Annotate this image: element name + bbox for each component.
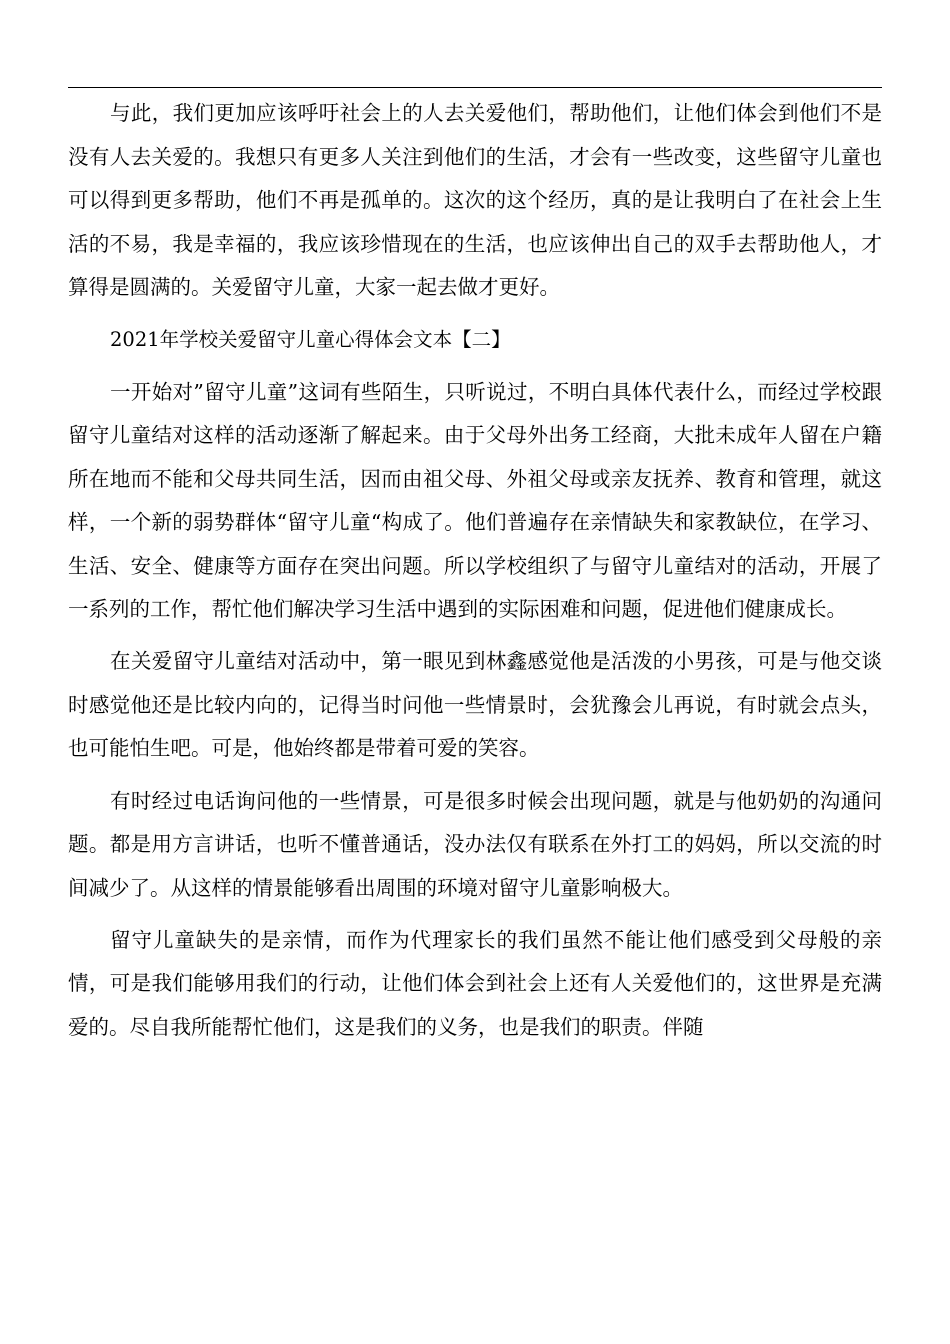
document-body: [68, 92, 882, 1058]
paragraph-3: 在关爱留守儿童结对活动中，第一眼见到林鑫感觉他是活泼的小男孩，可是与他交谈时感觉他还是比较内向的，记得当时问他一些情景时，会犹豫会儿再说，有时就会点头，也可能怕生吧。可是，他始终都是带着可爱的笑容。: [68, 649, 882, 761]
header-rule: [68, 87, 882, 88]
paragraph-1: 与此，我们更加应该呼吁社会上的人去关爱他们，帮助他们，让他们体会到他们不是没有人去关爱的。我想只有更多人关注到他们的生活，才会有一些改变，这些留守儿童也可以得到更多帮助，他们不再是孤单的。这次的这个经历，真的是让我明白了在社会上生活的不易，我是幸福的，我应该珍惜现在的生活，也应该伸出自己的双手去帮助他人，才算得是圆满的。关爱留守儿童，大家一起去做才更好。: [68, 101, 882, 299]
paragraph-4: 有时经过电话询问他的一些情景，可是很多时候会出现问题，就是与他奶奶的沟通问题。都是用方言讲话，也听不懂普通话，没办法仅有联系在外打工的妈妈，所以交流的时间减少了。从这样的情景能够看出周围的环境对留守儿童影响极大。: [68, 788, 882, 900]
section-title: 2021年学校关爱留守儿童心得体会文本【二】: [110, 328, 511, 352]
paragraph-2: 一开始对”留守儿童”这词有些陌生，只听说过，不明白具体代表什么，而经过学校跟留守儿童结对这样的活动逐渐了解起来。由于父母外出务工经商，大批未成年人留在户籍所在地而不能和父母共同生活，因而由祖父母、外祖父母或亲友抚养、教育和管理，就这样，一个新的弱势群体“留守儿童“构成了。他们普遍存在亲情缺失和家教缺位，在学习、生活、安全、健康等方面存在突出问题。所以学校组织了与留守儿童结对的活动，开展了一系列的工作，帮忙他们解决学习生活中遇到的实际困难和问题，促进他们健康成长。: [68, 379, 882, 622]
paragraph-5: 留守儿童缺失的是亲情，而作为代理家长的我们虽然不能让他们感受到父母般的亲情，可是我们能够用我们的行动，让他们体会到社会上还有人关爱他们的，这世界是充满爱的。尽自我所能帮忙他们，这是我们的义务，也是我们的职责。伴随: [68, 927, 882, 1039]
